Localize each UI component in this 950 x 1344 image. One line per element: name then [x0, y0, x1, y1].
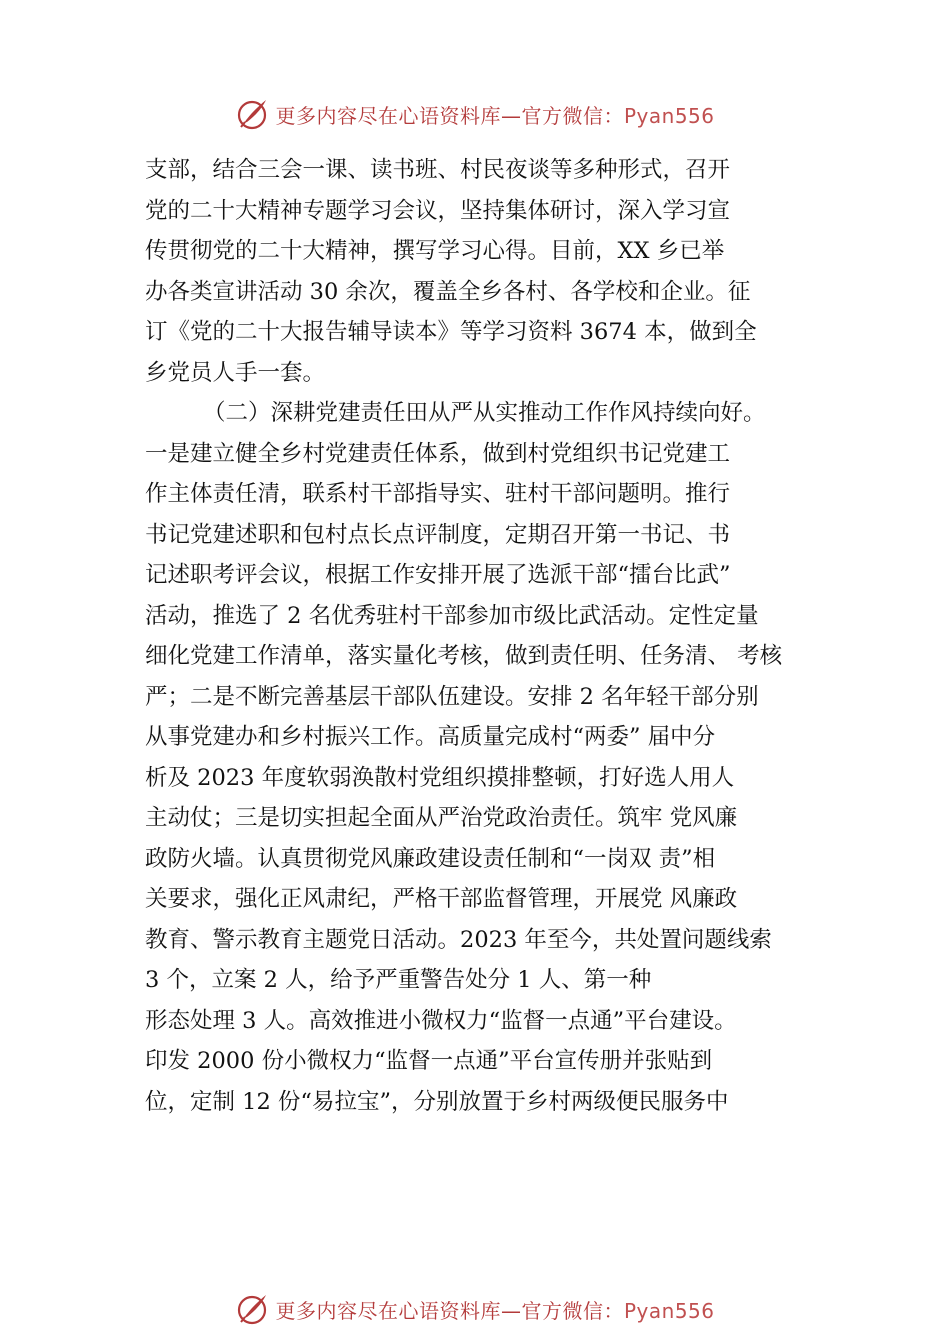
- watermark-wechat-id: Pyan556: [623, 1298, 715, 1323]
- body-line: 位，定制 12 份“易拉宝”，分别放置于乡村两级便民服务中: [145, 1088, 729, 1115]
- body-line: 细化党建工作清单，落实量化考核，做到责任明、任务清、 考核: [145, 643, 783, 669]
- footer-watermark: [0, 1287, 950, 1331]
- watermark-text: [275, 1295, 714, 1324]
- body-line: 形态处理 3 人。高效推进小微权力“监督一点通”平台建设。: [145, 1007, 737, 1034]
- body-line: 支部，结合三会一课、读书班、村民夜谈等多种形式，召开: [145, 157, 731, 183]
- body-line: 办各类宣讲活动 30 余次，覆盖全乡各村、各学校和企业。征: [145, 278, 751, 305]
- watermark-label: 更多内容尽在心语资料库—官方微信：: [275, 103, 624, 128]
- watermark-wechat-id: Pyan556: [623, 103, 715, 128]
- body-line: 政防火墙。认真贯彻党风廉政建设责任制和“一岗双 责”相: [145, 845, 716, 872]
- quill-pen-logo-icon: [235, 1291, 271, 1327]
- body-line: 教育、警示教育主题党日活动。2023 年至今，共处置问题线索: [145, 926, 772, 953]
- quill-pen-logo-icon: [235, 96, 271, 132]
- body-line: 一是建立健全乡村党建责任体系，做到村党组织书记党建工: [145, 440, 731, 467]
- body-line: 传贯彻党的二十大精神，撰写学习心得。目前，XX 乡已举: [145, 238, 725, 264]
- watermark-label: 更多内容尽在心语资料库—官方微信：: [275, 1298, 624, 1323]
- body-line: 严；二是不断完善基层干部队伍建设。安排 2 名年轻干部分别: [145, 683, 759, 710]
- body-line: 活动，推选了 2 名优秀驻村干部参加市级比武活动。定性定量: [145, 602, 759, 629]
- body-line: 作主体责任清，联系村干部指导实、驻村干部问题明。推行: [145, 481, 731, 507]
- body-line: 3 个，立案 2 人，给予严重警告处分 1 人、第一种: [145, 967, 652, 993]
- body-line: 记述职考评会议，根据工作安排开展了选派干部“擂台比武”: [145, 562, 731, 588]
- document-body: [145, 150, 835, 1122]
- header-watermark: [0, 92, 950, 136]
- body-line: 主动仗；三是切实担起全面从严治党政治责任。筑牢 党风廉: [145, 805, 738, 831]
- section-heading: （二）深耕党建责任田从严从实推动工作作风持续向好。: [203, 400, 766, 426]
- body-line: 印发 2000 份小微权力“监督一点通”平台宣传册并张贴到: [145, 1048, 713, 1074]
- body-line: 从事党建办和乡村振兴工作。高质量完成村“两委” 届中分: [145, 724, 716, 750]
- body-line: 关要求，强化正风肃纪，严格干部监督管理，开展党 风廉政: [145, 886, 738, 912]
- body-line: 析及 2023 年度软弱涣散村党组织摸排整顿，打好选人用人: [145, 764, 735, 791]
- body-line: 订《党的二十大报告辅导读本》等学习资料 3674 本，做到全: [145, 319, 757, 345]
- body-line: 党的二十大精神专题学习会议，坚持集体研讨，深入学习宣: [145, 197, 731, 224]
- body-line: 乡党员人手一套。: [145, 359, 326, 386]
- watermark-text: [275, 100, 714, 129]
- body-line: 书记党建述职和包村点长点评制度，定期召开第一书记、书: [145, 521, 731, 548]
